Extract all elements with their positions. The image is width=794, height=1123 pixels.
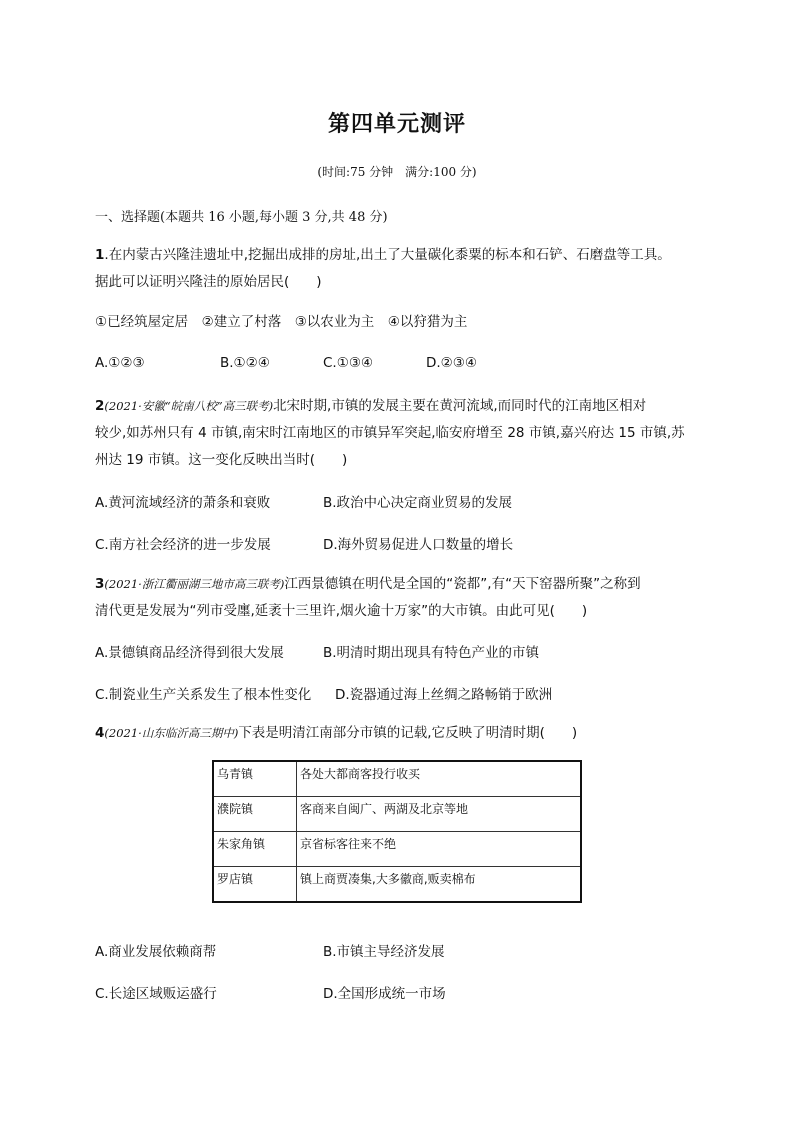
question-number: 3 — [95, 576, 105, 592]
table-cell-town: 罗店镇 — [213, 867, 297, 903]
q4-option-b: B.市镇主导经济发展 — [323, 944, 445, 960]
question-number: 1 — [95, 247, 105, 263]
question-4-line-1 — [95, 723, 577, 743]
question-number: 4 — [95, 725, 105, 741]
question-2-line-2: 较少,如苏州只有 4 市镇,南宋时江南地区的市镇异军突起,临安府增至 28 市镇,嘉兴府达 15 市镇,苏 — [95, 425, 685, 441]
table-cell-record: 各处大都商客投行收买 — [297, 761, 582, 797]
q1-option-d: D.②③④ — [426, 355, 477, 371]
question-number: 2 — [95, 398, 105, 414]
table-cell-record: 客商来自闽广、两湖及北京等地 — [297, 797, 582, 832]
q1-option-b: B.①②④ — [220, 355, 270, 371]
question-source: (2021·安徽“皖南八校”高三联考) — [104, 399, 274, 413]
q4-option-a: A.商业发展依赖商帮 — [95, 944, 217, 960]
q3-option-b: B.明清时期出现具有特色产业的市镇 — [323, 645, 540, 661]
question-source: (2021·山东临沂高三期中) — [104, 726, 239, 740]
town-records-table — [212, 760, 582, 903]
question-text: 下表是明清江南部分市镇的记载,它反映了明清时期( ) — [238, 725, 578, 741]
question-2-line-3: 州达 19 市镇。这一变化反映出当时( ) — [95, 452, 348, 468]
exam-time-info: (时间:75 分钟 满分:100 分) — [317, 165, 477, 179]
table-cell-town: 濮院镇 — [213, 797, 297, 832]
q4-option-c: C.长途区域贩运盛行 — [95, 986, 217, 1002]
q2-option-a: A.黄河流域经济的萧条和衰败 — [95, 495, 271, 511]
q3-option-c: C.制瓷业生产关系发生了根本性变化 — [95, 687, 312, 703]
question-1-line-2: 据此可以证明兴隆洼的原始居民( ) — [95, 274, 322, 290]
table-row — [213, 867, 581, 903]
page-title: 第四单元测评 — [327, 111, 466, 137]
section-heading: 一、选择题(本题共 16 小题,每小题 3 分,共 48 分) — [95, 210, 388, 225]
q2-option-b: B.政治中心决定商业贸易的发展 — [323, 495, 513, 511]
question-1-line-1 — [95, 245, 671, 265]
question-3-line-1 — [95, 574, 641, 594]
q2-option-c: C.南方社会经济的进一步发展 — [95, 537, 271, 553]
q1-option-a: A.①②③ — [95, 355, 145, 371]
question-source: (2021·浙江衢丽湖三地市高三联考) — [104, 577, 285, 591]
table-row — [213, 761, 581, 797]
q2-option-d: D.海外贸易促进人口数量的增长 — [323, 537, 514, 553]
question-text: 北宋时期,市镇的发展主要在黄河流域,而同时代的江南地区相对 — [273, 398, 647, 414]
table-cell-record: 京省标客往来不绝 — [297, 832, 582, 867]
table-cell-town: 朱家角镇 — [213, 832, 297, 867]
question-text: 江西景德镇在明代是全国的“瓷都”,有“天下窑器所聚”之称到 — [284, 576, 641, 592]
table-cell-record: 镇上商贾凑集,大多徽商,贩卖棉布 — [297, 867, 582, 903]
q1-option-c: C.①③④ — [323, 355, 374, 371]
question-text: .在内蒙古兴隆洼遗址中,挖掘出成排的房址,出土了大量碳化黍粟的标本和石铲、石磨盘等工具。 — [104, 247, 671, 263]
q4-option-d: D.全国形成统一市场 — [323, 986, 446, 1002]
q3-option-a: A.景德镇商品经济得到很大发展 — [95, 645, 284, 661]
question-1-statements: ①已经筑屋定居 ②建立了村落 ③以农业为主 ④以狩猎为主 — [95, 314, 468, 330]
q3-option-d: D.瓷器通过海上丝绸之路畅销于欧洲 — [335, 687, 553, 703]
table-row — [213, 797, 581, 832]
question-3-line-2: 清代更是发展为“列市受廛,延袤十三里许,烟火逾十万家”的大市镇。由此可见( ) — [95, 603, 588, 619]
table-row — [213, 832, 581, 867]
table-cell-town: 乌青镇 — [213, 761, 297, 797]
question-2-line-1 — [95, 396, 646, 416]
